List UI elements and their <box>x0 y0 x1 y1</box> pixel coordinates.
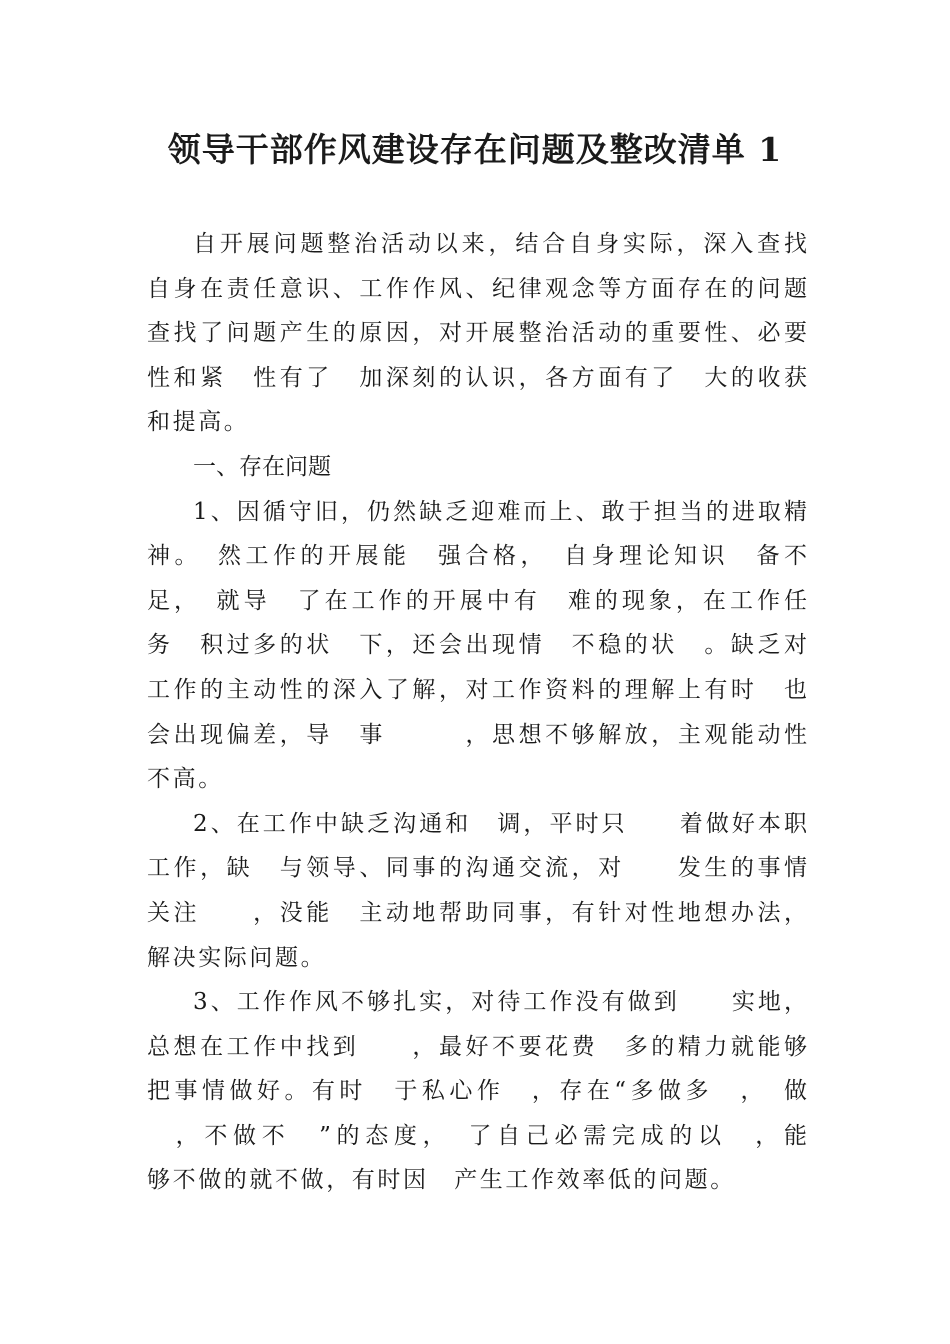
paragraph-line: 把事情做好。有时 于私心作 ，存在“多做多 ， 做 <box>147 1078 807 1105</box>
paragraph-line: 自开展问题整治活动以来，结合自身实际，深入查找 <box>193 231 807 257</box>
paragraph-line: 查找了问题产生的原因，对开展整治活动的重要性、必要 <box>147 320 807 347</box>
paragraph-line: 自身在责任意识、工作作风、纪律观念等方面存在的问题 <box>147 275 807 302</box>
section-heading: 一、存在问题 <box>193 453 331 480</box>
paragraph-line: 工作，缺 与领导、同事的沟通交流，对 发生的事情 <box>147 855 807 882</box>
problem-item-3 <box>147 980 807 1203</box>
problem-item-2 <box>147 802 807 980</box>
paragraph-line: 和提高。 <box>147 409 250 436</box>
paragraph-line: 务 积过多的状 下，还会出现情 不稳的状 。缺乏对 <box>147 632 807 659</box>
document-body <box>147 222 807 1203</box>
paragraph-line: 解决实际问题。 <box>147 944 327 971</box>
paragraph-line: 3、工作作风不够扎实，对待工作没有做到 实地， <box>193 989 807 1016</box>
paragraph-line: 不高。 <box>147 766 224 793</box>
paragraph-line: 足， 就导 了在工作的开展中有 难的现象，在工作任 <box>147 587 807 614</box>
paragraph-line: 2、在工作中缺乏沟通和 调，平时只 着做好本职 <box>193 810 807 837</box>
paragraph-line: 工作的主动性的深入了解，对工作资料的理解上有时 也 <box>147 676 807 703</box>
problem-item-1 <box>147 490 807 802</box>
document-title: 领导干部作风建设存在问题及整改清单 1 <box>167 130 783 169</box>
paragraph-line: 性和紧 性有了 加深刻的认识，各方面有了 大的收获 <box>147 364 807 391</box>
paragraph-line: ，不做不 ”的态度， 了自己必需完成的以 ，能 <box>147 1122 807 1149</box>
paragraph-line: 会出现偏差，导 事 ，思想不够解放，主观能动性 <box>147 721 807 748</box>
paragraph-line: 1、因循守旧，仍然缺乏迎难而上、敢于担当的进取精 <box>193 498 807 525</box>
paragraph-line: 关注 ，没能 主动地帮助同事，有针对性地想办法， <box>147 899 807 926</box>
paragraph-line: 够不做的就不做，有时因 产生工作效率低的问题。 <box>147 1167 736 1194</box>
paragraph-line: 总想在工作中找到 ，最好不要花费 多的精力就能够 <box>147 1033 807 1060</box>
paragraph-line: 神。 然工作的开展能 强合格， 自身理论知识 备不 <box>147 543 807 570</box>
intro-paragraph <box>147 222 807 445</box>
